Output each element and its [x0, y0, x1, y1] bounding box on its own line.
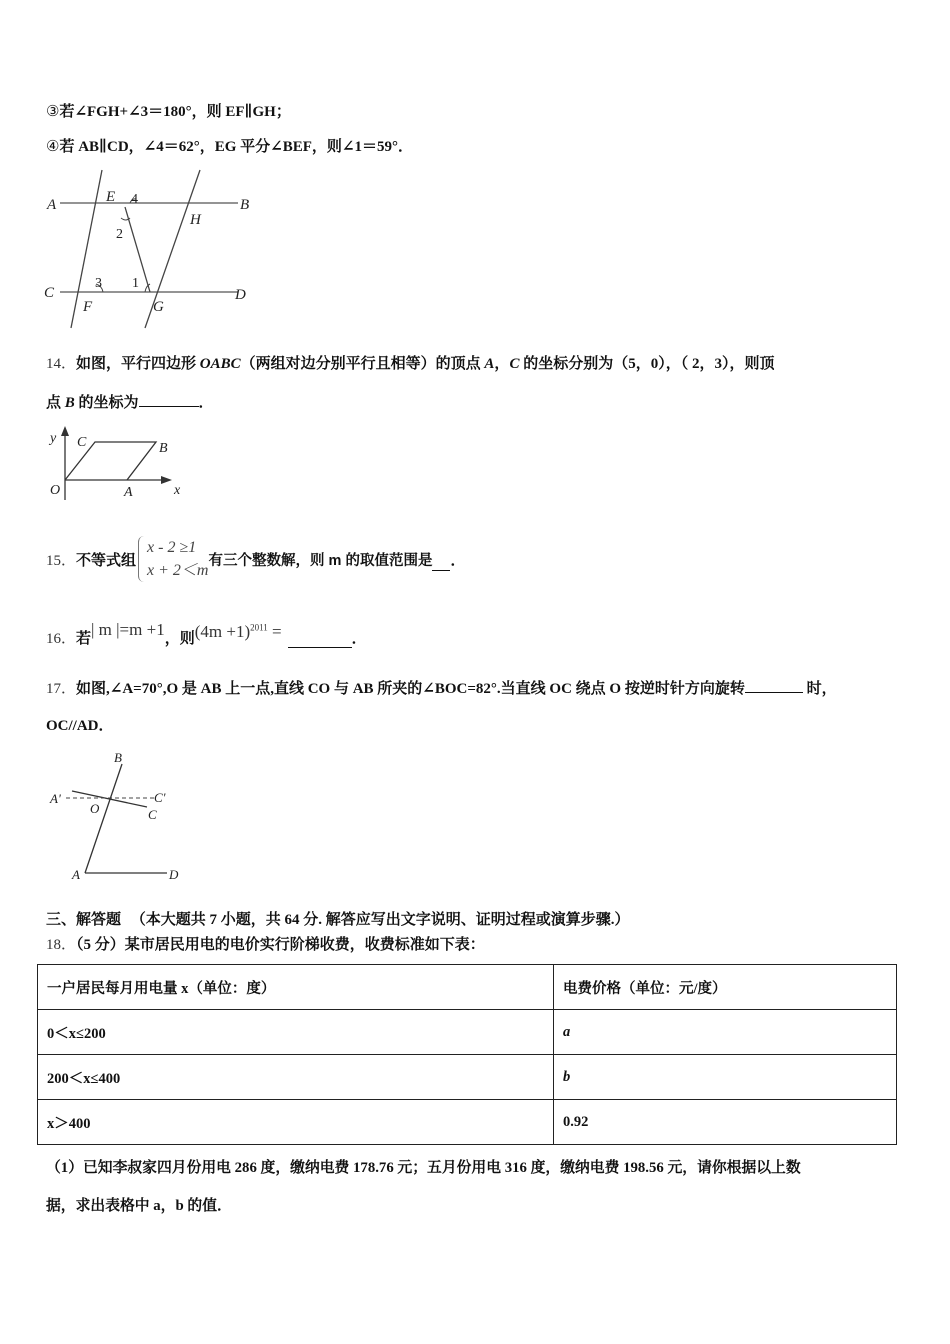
table-row [38, 1100, 897, 1145]
statement-3-text: 若∠FGH+∠3＝180°，则 EF∥GH； [59, 104, 291, 120]
axis-label-x: x [174, 483, 181, 498]
table-row [38, 1010, 897, 1055]
label-C: C [77, 435, 87, 450]
rotation-figure [44, 748, 194, 884]
answer-blank[interactable] [288, 633, 352, 648]
label-D: D [235, 287, 246, 303]
table-cell-range: 200＜x≤400 [38, 1055, 554, 1100]
section-3-header [46, 908, 630, 929]
q14-text: ． [198, 395, 214, 411]
question-14-line-2 [46, 392, 214, 413]
q14-text: ， [494, 356, 510, 372]
table-header-usage: 一户居民每月用电量 x（单位：度） [38, 965, 554, 1010]
statement-4 [46, 137, 413, 157]
label-C: C [44, 285, 55, 301]
table-cell-price: a [554, 1010, 897, 1055]
label-O: O [90, 801, 100, 816]
question-18-part-1-line-1 [46, 1158, 801, 1178]
q14-point-a: A [484, 356, 495, 372]
label-C: C [148, 807, 157, 822]
label-C-prime: C' [154, 790, 166, 805]
table-cell-range: x＞400 [38, 1100, 554, 1145]
label-D: D [169, 867, 179, 882]
label-2: 2 [116, 227, 123, 242]
exponent: 2011 [250, 622, 268, 633]
inequality-1: x - 2 ≥1 [147, 539, 197, 556]
label-F: F [83, 299, 93, 315]
label-4: 4 [131, 192, 138, 207]
table-cell-price: b [554, 1055, 897, 1100]
q15-text: 不等式组 [76, 552, 137, 569]
label-G: G [153, 299, 164, 315]
q16-text: ． [351, 631, 367, 647]
q14-point-c: C [509, 356, 520, 372]
label-B: B [159, 441, 168, 456]
q14-text: 的坐标为 [74, 395, 139, 411]
question-18-intro [46, 933, 485, 954]
table-cell-price: 0.92 [554, 1100, 897, 1145]
statement-3 [46, 102, 291, 122]
q14-point-b: B [64, 395, 75, 411]
statement-4-text: 若 AB∥CD，∠4＝62°，EG 平分∠BEF，则∠1＝59°． [59, 139, 413, 155]
q15-text: ． [450, 552, 466, 569]
inequality-2: x + 2＜m [147, 562, 209, 579]
q18-text: （5 分）某市居民用电的电价实行阶梯收费，收费标准如下表： [76, 937, 485, 953]
q17-text: OC//AD． [46, 718, 114, 734]
answer-blank[interactable] [432, 556, 450, 571]
question-number: 14． [46, 356, 77, 372]
table-header-row [38, 965, 897, 1010]
q14-text: 如图，平行四边形 [76, 356, 200, 372]
parallelogram-figure [44, 424, 194, 502]
q17-text: 时， [802, 681, 837, 697]
circled-number-4: ④ [46, 139, 60, 155]
label-H: H [190, 212, 201, 228]
question-number: 17． [46, 681, 77, 697]
q15-text: 有三个整数解，则 m 的取值范围是 [208, 552, 433, 569]
question-number: 16． [46, 631, 77, 647]
q14-text: 的坐标分别为（5，0），（ 2，3），则顶 [519, 356, 775, 372]
question-18-part-1-line-2 [46, 1196, 232, 1216]
label-A: A [47, 197, 57, 213]
table-cell-range: 0＜x≤200 [38, 1010, 554, 1055]
answer-blank[interactable] [139, 392, 199, 407]
q14-text: 点 [46, 395, 65, 411]
answer-blank[interactable] [745, 678, 803, 693]
q17-text: 如图,∠A=70°,O 是 AB 上一点,直线 CO 与 AB 所夹的∠BOC=82°.当直线 OC 绕点 O 按逆时针方向旋转 [76, 681, 745, 697]
label-A: A [124, 485, 133, 500]
circled-number-3: ③ [46, 104, 60, 120]
q16-text: 若 [76, 631, 92, 647]
q18-part1-text: 据，求出表格中 a，b 的值． [46, 1198, 232, 1214]
q14-shape-name: OABC [199, 356, 241, 372]
question-16 [46, 618, 367, 648]
inequality-system [147, 536, 208, 582]
section-note: （本大题共 7 小题，共 64 分. 解答应写出文字说明、证明过程或演算步骤.） [130, 912, 630, 928]
label-E: E [106, 189, 116, 205]
label-B: B [240, 197, 250, 213]
question-17-line-2 [46, 716, 114, 736]
parallel-lines-figure [40, 168, 260, 336]
label-O: O [50, 483, 61, 498]
label-1: 1 [132, 276, 139, 291]
label-3: 3 [95, 276, 102, 291]
label-B: B [114, 750, 122, 765]
label-A-prime: A' [50, 791, 61, 806]
q14-text: （两组对边分别平行且相等）的顶点 [240, 356, 485, 372]
table-row [38, 1055, 897, 1100]
equals-sign: = [267, 622, 282, 641]
question-14-line-1 [46, 354, 774, 374]
question-number: 15． [46, 552, 77, 569]
electricity-price-table [37, 964, 897, 1145]
question-number: 18． [46, 937, 77, 953]
table-header-price: 电费价格（单位：元/度） [554, 965, 897, 1010]
section-title: 三、解答题 [46, 912, 122, 928]
question-15 [46, 534, 465, 584]
brace-symbol [138, 536, 147, 582]
label-A: A [72, 867, 80, 882]
axis-label-y: y [50, 431, 57, 446]
power-expression [195, 622, 282, 642]
q18-part1-text: （1）已知李叔家四月份用电 286 度，缴纳电费 178.76 元；五月份用电 316 度，缴纳电费 198.56 元，请你根据以上数 [46, 1160, 801, 1176]
condition-expression: | m |=m +1 [91, 620, 165, 639]
question-17-line-1 [46, 678, 837, 699]
base-expression: (4m +1) [194, 622, 251, 641]
q16-text: ，则 [164, 631, 195, 647]
